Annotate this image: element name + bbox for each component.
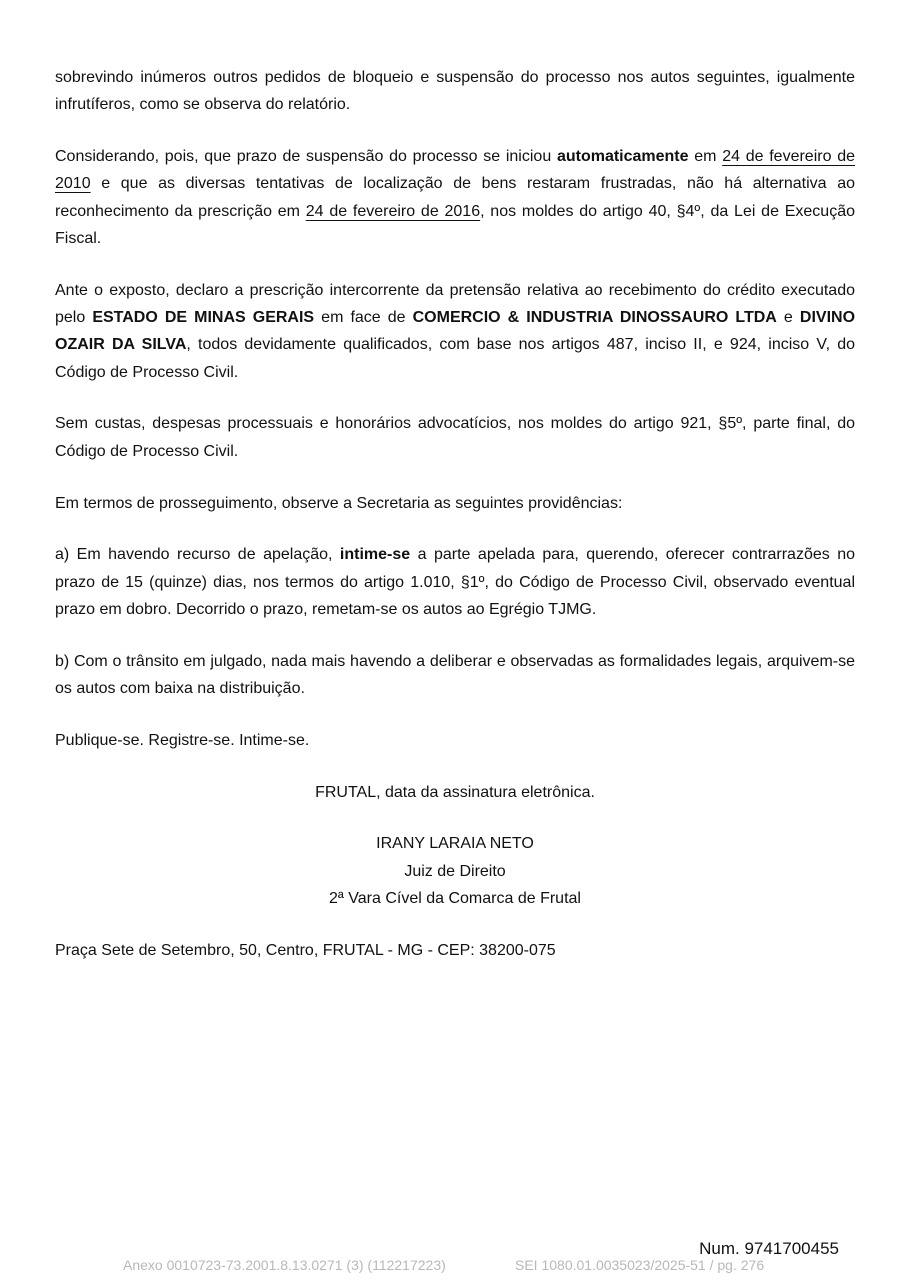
paragraph-6-text-a: a) Em havendo recurso de apelação, [55, 546, 340, 564]
signature-block [55, 830, 855, 912]
paragraph-8: Publique-se. Registre-se. Intime-se. [55, 731, 310, 749]
paragraph-7: b) Com o trânsito em julgado, nada mais havendo a deliberar e observadas as formalidades legais, arquivem-se os autos com baixa na distribuição. [55, 652, 855, 698]
paragraph-5: Em termos de prosseguimento, observe a Secretaria as seguintes providências: [55, 494, 623, 512]
sei-page-reference: SEI 1080.01.0035023/2025-51 / pg. 276 [515, 1257, 765, 1273]
signer-name: IRANY LARAIA NETO [376, 835, 534, 853]
document-number: Num. 9741700455 [699, 1239, 839, 1258]
paragraph-3 [55, 277, 855, 386]
paragraph-3-text-g: , todos devidamente qualificados, com base nos artigos 487, inciso II, e 924, inciso V, do Código de Processo Civil. [55, 336, 856, 381]
paragraph-3-text-a: Ante o exposto, declaro a prescrição intercorrente da pretensão relativa ao recebimento do crédito executado pelo [55, 281, 855, 327]
paragraph-4: Sem custas, despesas processuais e honorários advocatícios, nos moldes do artigo 921, §5º, parte final, do Código de Processo Civil. [55, 415, 855, 460]
paragraph-2-text-e: e que as diversas tentativas de localização de bens restaram frustradas, não há alternativa ao reconhecimento da prescrição em [55, 175, 855, 220]
signer-court: 2ª Vara Cível da Comarca de Frutal [329, 890, 581, 908]
paragraph-2-bold: automaticamente [556, 148, 689, 166]
paragraph-2-text-a: Considerando, pois, que prazo de suspensão do processo se iniciou [55, 148, 557, 166]
creditor-name: ESTADO DE MINAS GERAIS [92, 309, 315, 327]
debtor-company-name: COMERCIO & INDUSTRIA DINOSSAURO LTDA [412, 309, 777, 327]
prescription-date-underlined: 24 de fevereiro de 2016 [305, 202, 481, 220]
annex-reference: Anexo 0010723-73.2001.8.13.0271 (3) (112217223) [123, 1257, 446, 1273]
paragraph-6-text-c: a parte apelada para, querendo, oferecer contrarrazões no prazo de 15 (quinze) dias, nos termos do artigo 1.010, §1º, do Código de Processo Civil, observado eventual prazo em dobro. Decorrido o prazo, remetam-se os autos ao Egrégio TJMG. [55, 546, 856, 618]
paragraph-2-text-g: , nos moldes do artigo 40, §4º, da Lei de Execução Fiscal. [55, 202, 855, 247]
paragraph-3-text-e: e [776, 309, 800, 327]
paragraph-6-bold: intime-se [339, 546, 411, 564]
paragraph-2-text-c: em [688, 148, 723, 166]
signer-role: Juiz de Direito [404, 862, 506, 880]
paragraph-1: sobrevindo inúmeros outros pedidos de bloqueio e suspensão do processo nos autos seguintes, igualmente infrutíferos, como se observa do relatório. [55, 69, 855, 114]
document-body [55, 64, 855, 964]
paragraph-6 [55, 541, 855, 623]
court-address: Praça Sete de Setembro, 50, Centro, FRUTAL - MG - CEP: 38200-075 [55, 941, 556, 959]
paragraph-2 [55, 143, 855, 252]
debtor-person-name: DIVINO OZAIR DA SILVA [55, 309, 856, 354]
paragraph-3-text-c: em face de [314, 309, 413, 327]
start-date-underlined: 24 de fevereiro de 2010 [55, 148, 855, 193]
place-date: FRUTAL, data da assinatura eletrônica. [315, 783, 595, 801]
